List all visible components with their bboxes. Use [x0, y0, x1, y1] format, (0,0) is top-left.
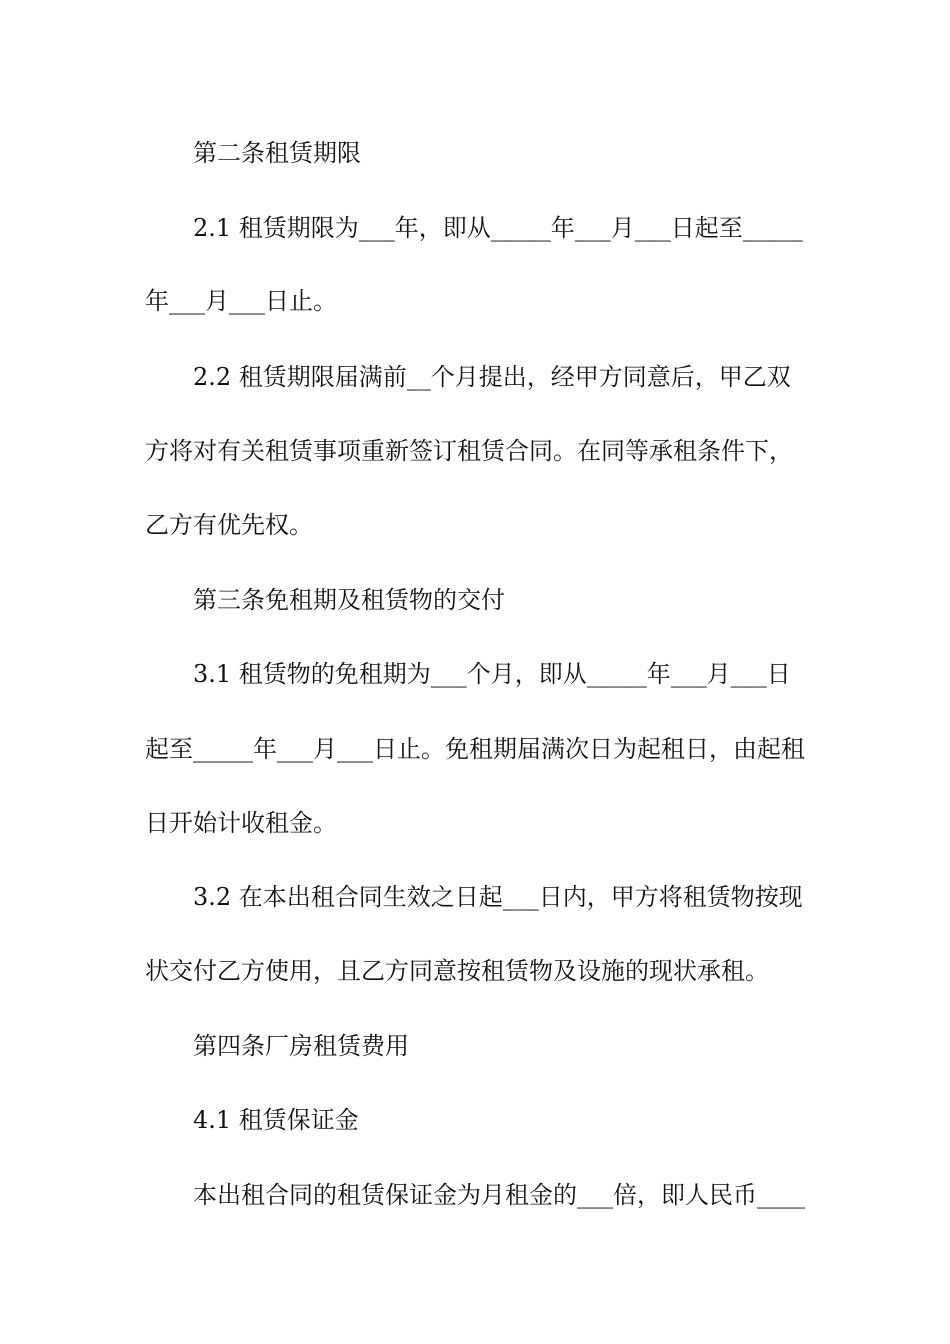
paragraph-line: 状交付乙方使用，且乙方同意按租赁物及设施的现状承租。: [145, 957, 769, 985]
paragraph-line: 2.2 租赁期限届满前__个月提出，经甲方同意后，甲乙双: [193, 363, 791, 391]
paragraph-line: 本出租合同的租赁保证金为月租金的___倍，即人民币____: [193, 1181, 805, 1209]
paragraph-line: 起至_____年___月___日止。免租期届满次日为起租日，由起租: [145, 735, 805, 763]
paragraph-line: 日开始计收租金。: [145, 809, 337, 837]
paragraph-line: 方将对有关租赁事项重新签订租赁合同。在同等承租条件下，: [145, 437, 793, 465]
section-heading: 第二条租赁期限: [193, 139, 361, 167]
paragraph-line: 乙方有优先权。: [145, 511, 313, 539]
paragraph-line: 年___月___日止。: [145, 287, 337, 315]
paragraph-line: 3.2 在本出租合同生效之日起___日内，甲方将租赁物按现: [193, 883, 803, 911]
paragraph-line: 2.1 租赁期限为___年，即从_____年___月___日起至_____: [193, 214, 803, 242]
paragraph-line: 3.1 租赁物的免租期为___个月，即从_____年___月___日: [193, 660, 791, 688]
section-heading: 第四条厂房租赁费用: [193, 1032, 409, 1060]
section-heading: 第三条免租期及租赁物的交付: [193, 586, 505, 614]
subsection-heading: 4.1 租赁保证金: [193, 1106, 359, 1134]
